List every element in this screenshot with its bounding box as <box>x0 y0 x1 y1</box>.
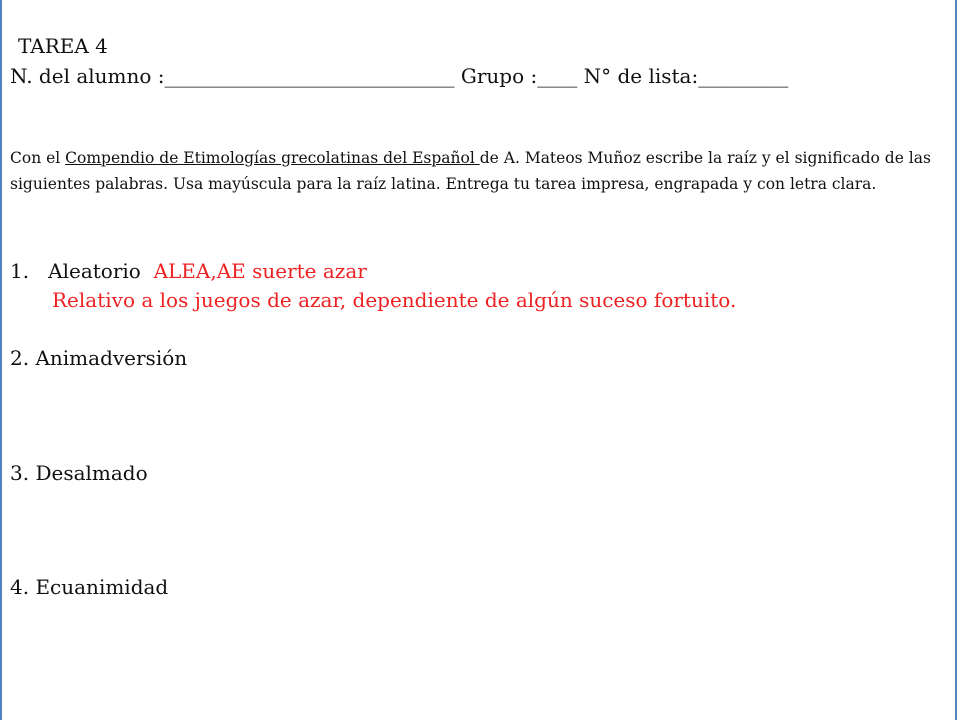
student-name-label: N. del alumno : <box>10 64 165 88</box>
item-number: 2. <box>10 346 30 370</box>
item-number: 4. <box>10 575 30 599</box>
book-title: Compendio de Etimologías grecolatinas del Español <box>65 149 480 167</box>
item-number: 3. <box>10 461 30 485</box>
list-number-blank[interactable]: _________ <box>698 64 789 88</box>
homework-title: TAREA 4 <box>18 34 108 58</box>
student-info-line <box>10 64 788 88</box>
item-definition: Relativo a los juegos de azar, dependiente de algún suceso fortuito. <box>52 288 737 312</box>
item-word: Ecuanimidad <box>35 575 169 599</box>
group-blank[interactable]: ____ <box>537 64 578 88</box>
item-word: Animadversión <box>35 346 188 370</box>
group-label: Grupo : <box>460 64 538 88</box>
list-item <box>10 259 367 283</box>
instructions-intro: Con el <box>10 149 66 167</box>
instructions-paragraph <box>10 145 950 197</box>
list-item <box>10 575 168 599</box>
item-answer: ALEA,AE suerte azar <box>153 259 367 283</box>
item-word: Desalmado <box>35 461 148 485</box>
instructions-body: de A. Mateos Muñoz escribe la raíz y el significado de las siguientes palabras. Usa mayúscula para la raíz latina. Entrega tu tarea impresa, engrapada y con letra clara. <box>10 149 931 193</box>
student-name-blank[interactable]: _____________________________ <box>164 64 455 88</box>
item-number: 1. <box>10 259 30 283</box>
list-number-label: N° de lista: <box>583 64 699 88</box>
list-item <box>10 346 187 370</box>
item-word: Aleatorio <box>48 259 141 283</box>
list-item <box>10 461 148 485</box>
